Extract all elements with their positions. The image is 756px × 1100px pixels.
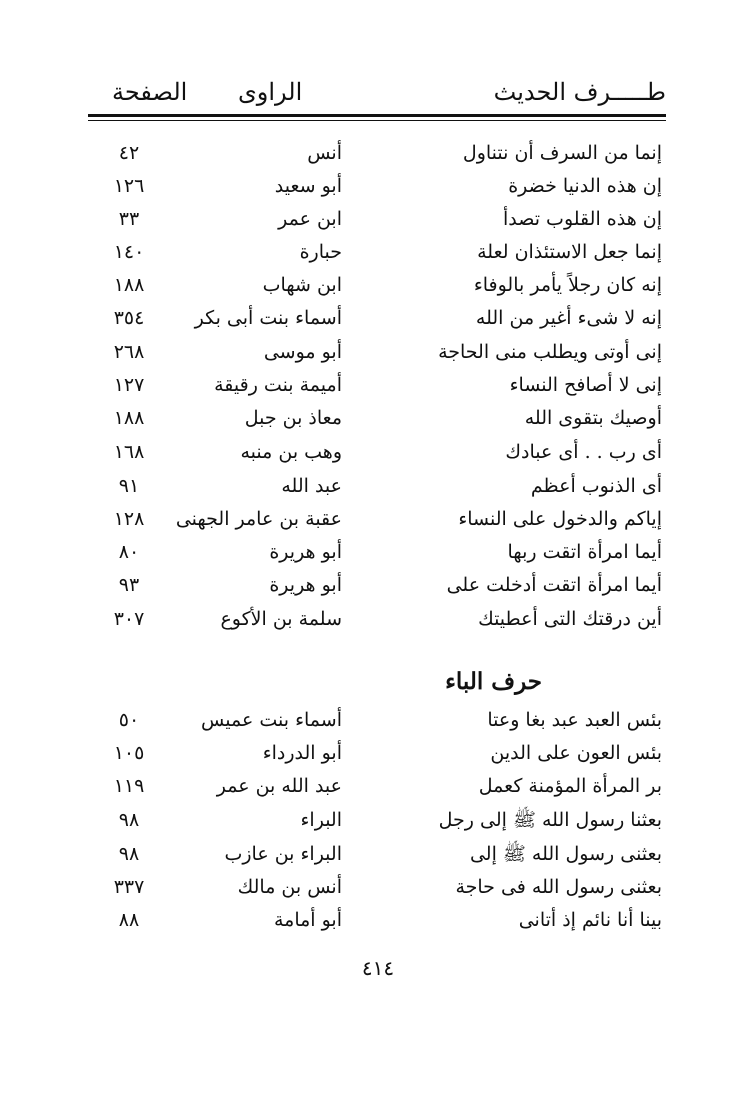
table-row	[0, 771, 756, 801]
hadith-text: إن هذه الدنيا خضرة	[508, 175, 662, 197]
narrator-name: سلمة بن الأكوع	[220, 608, 342, 630]
table-row	[0, 570, 756, 600]
page-ref: ٩٣	[118, 574, 140, 596]
hadith-text: أين درقتك التى أعطيتك	[478, 608, 662, 630]
narrator-name: عقبة بن عامر الجهنى	[175, 508, 342, 530]
page-ref: ٣٥٤	[113, 307, 145, 329]
narrator-name: حبارة	[299, 241, 342, 263]
page-ref: ١٢٦	[113, 175, 145, 197]
hadith-text: إنه لا شىء أغير من الله	[475, 307, 662, 329]
table-row	[0, 471, 756, 501]
header-rule-thin	[88, 120, 666, 121]
narrator-name: أبو هريرة	[269, 574, 342, 596]
page-ref: ١٨٨	[113, 407, 145, 429]
narrator-name: أبو أمامة	[273, 909, 342, 931]
page-ref: ١١٩	[113, 775, 145, 797]
hadith-text: بعثنى رسول الله فى حاجة	[455, 876, 662, 898]
hadith-text: أى رب . . أى عبادك	[505, 441, 662, 463]
table-row	[0, 204, 756, 234]
narrator-name: ابن عمر	[278, 208, 342, 230]
narrator-name: أميمة بنت رقيقة	[214, 374, 342, 396]
page-ref: ٩٨	[118, 809, 140, 831]
table-row	[0, 604, 756, 634]
narrator-name: أبو هريرة	[269, 541, 342, 563]
narrator-name: عبد الله بن عمر	[216, 775, 342, 797]
narrator-name: أسماء بنت أبى بكر	[194, 307, 342, 329]
page-ref: ٨٨	[118, 909, 140, 931]
header-page: الصفحة	[112, 78, 188, 106]
section-title: حرف الباء	[445, 668, 542, 695]
page-ref: ١٤٠	[113, 241, 145, 263]
hadith-text: بينا أنا نائم إذ أتانى	[518, 909, 662, 931]
table-row	[0, 805, 756, 835]
table-row	[0, 872, 756, 902]
narrator-name: أسماء بنت عميس	[201, 709, 342, 731]
hadith-text: إنى أوتى ويطلب منى الحاجة	[438, 341, 662, 363]
table-row	[0, 270, 756, 300]
table-row	[0, 738, 756, 768]
hadith-text: بئس العون على الدين	[490, 742, 662, 764]
table-row	[0, 705, 756, 735]
page-number: ٤١٤	[361, 956, 395, 980]
narrator-name: أبو موسى	[263, 341, 342, 363]
page-ref: ٩٨	[118, 843, 140, 865]
hadith-text: بر المرأة المؤمنة كعمل	[478, 775, 662, 797]
narrator-name: معاذ بن جبل	[244, 407, 342, 429]
narrator-name: أنس	[307, 142, 342, 164]
hadith-text: إن هذه القلوب تصدأ	[503, 208, 662, 230]
page-ref: ٣٠٧	[113, 608, 145, 630]
page-ref: ٨٠	[118, 541, 140, 563]
hadith-text: إنى لا أصافح النساء	[509, 374, 662, 396]
page-ref: ٣٣٧	[113, 876, 145, 898]
hadith-text: إياكم والدخول على النساء	[458, 508, 662, 530]
table-row	[0, 138, 756, 168]
hadith-text: بئس العبد عبد بغا وعتا	[487, 709, 662, 731]
hadith-text: أوصيك بتقوى الله	[524, 407, 662, 429]
table-row	[0, 237, 756, 267]
narrator-name: ابن شهاب	[262, 274, 342, 296]
hadith-text: إنه كان رجلاً يأمر بالوفاء	[473, 274, 662, 296]
header-rule-thick	[88, 114, 666, 117]
page-ref: ١٠٥	[113, 742, 145, 764]
page-ref: ٩١	[118, 475, 140, 497]
page-ref: ١٦٨	[113, 441, 145, 463]
page-ref: ٢٦٨	[113, 341, 145, 363]
narrator-name: البراء	[300, 809, 342, 831]
narrator-name: وهب بن منبه	[240, 441, 342, 463]
table-row	[0, 504, 756, 534]
page-ref: ٤٢	[118, 142, 140, 164]
table-row	[0, 337, 756, 367]
hadith-text: أيما امرأة اتقت ربها	[507, 541, 662, 563]
narrator-name: عبد الله	[281, 475, 342, 497]
table-row	[0, 839, 756, 869]
hadith-text: بعثنا رسول الله ﷺ إلى رجل	[438, 809, 662, 831]
table-row	[0, 171, 756, 201]
table-row	[0, 370, 756, 400]
page-ref: ١٢٨	[113, 508, 145, 530]
table-row	[0, 905, 756, 935]
page-ref: ١٨٨	[113, 274, 145, 296]
page-ref: ١٢٧	[113, 374, 145, 396]
table-row	[0, 437, 756, 467]
hadith-text: بعثنى رسول الله ﷺ إلى	[469, 843, 662, 865]
narrator-name: البراء بن عازب	[224, 843, 342, 865]
hadith-text: أيما امرأة اتقت أدخلت على	[446, 574, 662, 596]
table-row	[0, 403, 756, 433]
hadith-text: أى الذنوب أعظم	[530, 475, 662, 497]
table-row	[0, 303, 756, 333]
narrator-name: أنس بن مالك	[237, 876, 342, 898]
page-ref: ٥٠	[118, 709, 140, 731]
header-rawi: الراوى	[238, 78, 303, 106]
hadith-text: إنما من السرف أن نتناول	[462, 142, 662, 164]
narrator-name: أبو سعيد	[274, 175, 342, 197]
page-ref: ٣٣	[118, 208, 140, 230]
header-hadith: طـــــرف الحديث	[493, 78, 666, 106]
table-header	[88, 78, 666, 112]
table-row	[0, 537, 756, 567]
hadith-text: إنما جعل الاستئذان لعلة	[477, 241, 662, 263]
narrator-name: أبو الدرداء	[262, 742, 342, 764]
